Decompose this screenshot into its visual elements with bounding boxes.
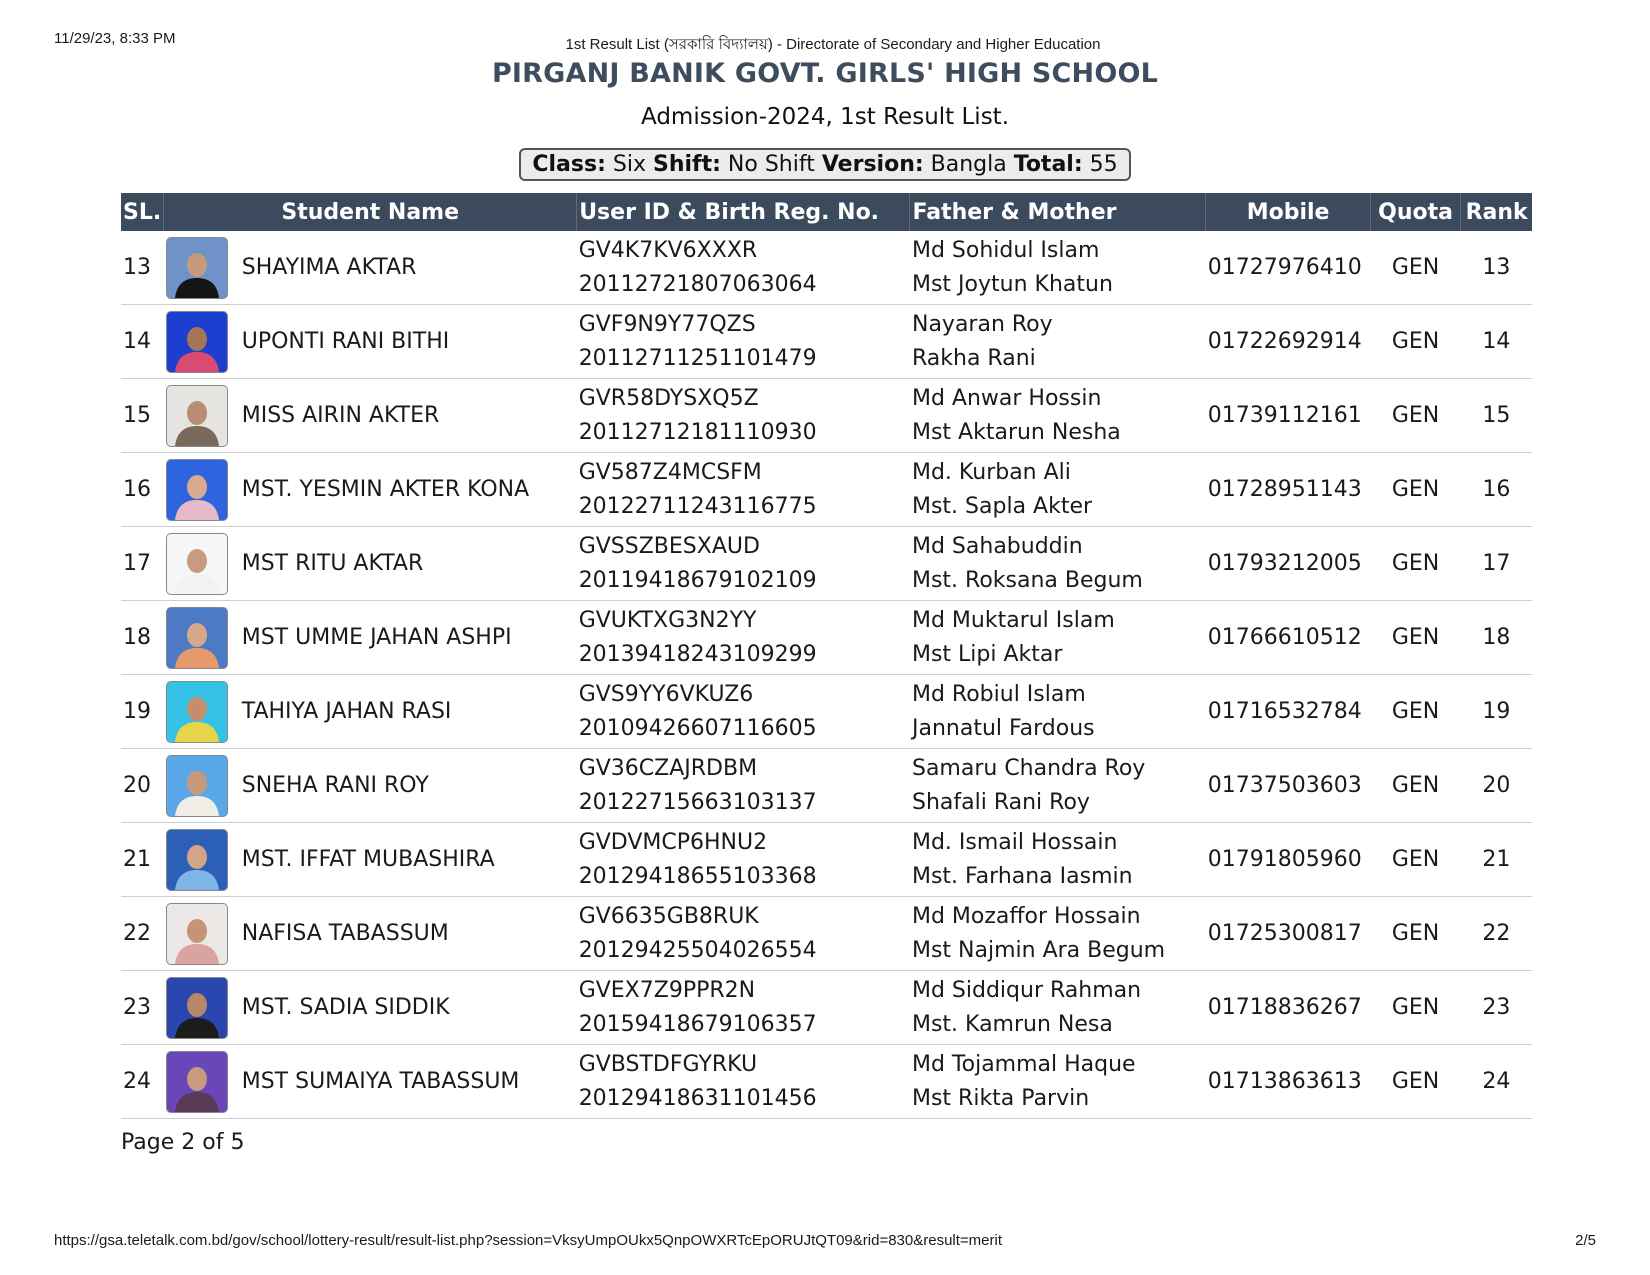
student-name: MST. SADIA SIDDIK: [241, 995, 450, 1020]
mobile-cell: 01791805960: [1206, 823, 1371, 897]
user-id-cell: [577, 971, 910, 1045]
student-name: MST. YESMIN AKTER KONA: [241, 477, 530, 502]
total-label: Total:: [1013, 152, 1083, 177]
user-id-cell: [577, 601, 910, 675]
user-id-cell: [577, 453, 910, 527]
birth-reg-no: 20109426607116605: [578, 715, 817, 741]
user-id: GVBSTDFGYRKU: [578, 1051, 758, 1077]
father-name: Md Muktarul Islam: [911, 607, 1115, 633]
parents-cell: [910, 675, 1206, 749]
list-subtitle: Admission-2024, 1st Result List.: [640, 104, 1010, 130]
parents-cell: [910, 749, 1206, 823]
father-name: Md Sahabuddin: [911, 533, 1083, 559]
total-value: 55: [1089, 152, 1118, 177]
father-name: Md Sohidul Islam: [911, 237, 1100, 263]
user-id-cell: [577, 527, 910, 601]
birth-reg-no: 20112711251101479: [578, 345, 817, 371]
student-name-cell: [164, 823, 577, 897]
quota-cell: GEN: [1370, 1045, 1460, 1119]
father-name: Md Robiul Islam: [911, 681, 1086, 707]
rank-cell: 19: [1461, 675, 1532, 749]
mother-name: Mst. Roksana Begum: [911, 567, 1143, 593]
user-id: GV587Z4MCSFM: [578, 459, 762, 485]
table-row: [121, 379, 1532, 453]
mother-name: Mst Rikta Parvin: [911, 1085, 1090, 1111]
student-name-cell: [164, 379, 577, 453]
mother-name: Mst Lipi Aktar: [911, 641, 1063, 667]
student-photo: [166, 829, 228, 891]
table-row: [121, 823, 1532, 897]
serial-cell: 24: [121, 1045, 164, 1119]
quota-cell: GEN: [1370, 305, 1460, 379]
mobile-cell: 01718836267: [1206, 971, 1371, 1045]
mother-name: Mst. Sapla Akter: [911, 493, 1093, 519]
student-name-cell: [164, 1045, 577, 1119]
student-name: MST UMME JAHAN ASHPI: [241, 625, 512, 650]
student-name-cell: [164, 897, 577, 971]
table-row: [121, 897, 1532, 971]
serial-cell: 23: [121, 971, 164, 1045]
father-name: Nayaran Roy: [911, 311, 1053, 337]
quota-cell: GEN: [1370, 231, 1460, 305]
rank-cell: 17: [1461, 527, 1532, 601]
rank-cell: 16: [1461, 453, 1532, 527]
mobile-cell: 01739112161: [1206, 379, 1371, 453]
serial-cell: 17: [121, 527, 164, 601]
table-row: [121, 231, 1532, 305]
student-photo: [166, 977, 228, 1039]
birth-reg-no: 20129425504026554: [578, 937, 817, 963]
birth-reg-no: 20122715663103137: [578, 789, 817, 815]
student-avatar-icon: [167, 1052, 227, 1112]
parents-cell: [910, 823, 1206, 897]
rank-cell: 23: [1461, 971, 1532, 1045]
result-table-body: [121, 231, 1532, 1119]
mother-name: Shafali Rani Roy: [911, 789, 1090, 815]
user-id-cell: [577, 1045, 910, 1119]
student-photo: [166, 385, 228, 447]
version-label: Version:: [821, 152, 924, 177]
class-info-box: [519, 148, 1130, 181]
quota-cell: GEN: [1370, 823, 1460, 897]
birth-reg-no: 20129418631101456: [578, 1085, 817, 1111]
student-name-cell: [164, 453, 577, 527]
quota-cell: GEN: [1370, 675, 1460, 749]
quota-cell: GEN: [1370, 379, 1460, 453]
quota-cell: GEN: [1370, 897, 1460, 971]
serial-cell: 21: [121, 823, 164, 897]
father-name: Md. Ismail Hossain: [911, 829, 1118, 855]
father-name: Md Anwar Hossin: [911, 385, 1102, 411]
rank-cell: 15: [1461, 379, 1532, 453]
page-count: 2/5: [1575, 1232, 1596, 1249]
user-id-cell: [577, 749, 910, 823]
serial-cell: 19: [121, 675, 164, 749]
student-photo: [166, 607, 228, 669]
user-id-cell: [577, 897, 910, 971]
mother-name: Mst Aktarun Nesha: [911, 419, 1121, 445]
rank-cell: 22: [1461, 897, 1532, 971]
table-row: [121, 749, 1532, 823]
shift-label: Shift:: [652, 152, 721, 177]
user-id: GVF9N9Y77QZS: [578, 311, 756, 337]
user-id: GVUKTXG3N2YY: [578, 607, 757, 633]
student-name: MST. IFFAT MUBASHIRA: [241, 847, 495, 872]
student-avatar-icon: [167, 386, 227, 446]
rank-cell: 13: [1461, 231, 1532, 305]
shift-value: No Shift: [727, 152, 815, 177]
birth-reg-no: 20129418655103368: [578, 863, 817, 889]
table-header-row: [121, 193, 1532, 231]
mobile-cell: 01793212005: [1206, 527, 1371, 601]
student-photo: [166, 237, 228, 299]
mobile-cell: 01737503603: [1206, 749, 1371, 823]
student-name-cell: [164, 305, 577, 379]
parents-cell: [910, 379, 1206, 453]
student-avatar-icon: [167, 978, 227, 1038]
column-header-sl: SL.: [121, 193, 164, 231]
student-name: MST RITU AKTAR: [241, 551, 424, 576]
parents-cell: [910, 453, 1206, 527]
mother-name: Mst Joytun Khatun: [911, 271, 1113, 297]
mobile-cell: 01716532784: [1206, 675, 1371, 749]
student-photo: [166, 903, 228, 965]
serial-cell: 15: [121, 379, 164, 453]
quota-cell: GEN: [1370, 601, 1460, 675]
student-name: SHAYIMA AKTAR: [241, 255, 417, 280]
student-avatar-icon: [167, 460, 227, 520]
table-row: [121, 971, 1532, 1045]
user-id: GVR58DYSXQ5Z: [578, 385, 759, 411]
user-id: GVEX7Z9PPR2N: [578, 977, 756, 1003]
rank-cell: 14: [1461, 305, 1532, 379]
mobile-cell: 01766610512: [1206, 601, 1371, 675]
student-avatar-icon: [167, 534, 227, 594]
user-id-cell: [577, 231, 910, 305]
school-name: PIRGANJ BANIK GOVT. GIRLS' HIGH SCHOOL: [491, 58, 1159, 89]
student-avatar-icon: [167, 904, 227, 964]
father-name: Md Mozaffor Hossain: [911, 903, 1141, 929]
parents-cell: [910, 527, 1206, 601]
table-row: [121, 675, 1532, 749]
serial-cell: 20: [121, 749, 164, 823]
print-title: 1st Result List (সরকারি বিদ্যালয়) - Directorate of Secondary and Higher Education: [565, 36, 1101, 53]
column-header-quota: Quota: [1370, 193, 1460, 231]
mother-name: Jannatul Fardous: [911, 715, 1095, 741]
student-name-cell: [164, 675, 577, 749]
parents-cell: [910, 601, 1206, 675]
student-avatar-icon: [167, 756, 227, 816]
birth-reg-no: 20112712181110930: [578, 419, 817, 445]
column-header-user-id: User ID & Birth Reg. No.: [577, 193, 910, 231]
rank-cell: 20: [1461, 749, 1532, 823]
student-name: MST SUMAIYA TABASSUM: [241, 1069, 520, 1094]
mobile-cell: 01728951143: [1206, 453, 1371, 527]
column-header-mobile: Mobile: [1206, 193, 1371, 231]
quota-cell: GEN: [1370, 453, 1460, 527]
rank-cell: 24: [1461, 1045, 1532, 1119]
column-header-student-name: Student Name: [164, 193, 577, 231]
quota-cell: GEN: [1370, 527, 1460, 601]
father-name: Md Siddiqur Rahman: [911, 977, 1142, 1003]
page-url: https://gsa.teletalk.com.bd/gov/school/lottery-result/result-list.php?session=VksyUmpOUkx5QnpOWXRTcEpORUJtQT09&rid=830&result=merit: [54, 1232, 1003, 1249]
mobile-cell: 01727976410: [1206, 231, 1371, 305]
student-name: MISS AIRIN AKTER: [241, 403, 440, 428]
print-date: 11/29/23, 8:33 PM: [54, 30, 176, 47]
column-header-rank: Rank: [1461, 193, 1532, 231]
student-avatar-icon: [167, 312, 227, 372]
version-value: Bangla: [930, 152, 1007, 177]
student-photo: [166, 681, 228, 743]
student-photo: [166, 533, 228, 595]
serial-cell: 22: [121, 897, 164, 971]
student-name-cell: [164, 527, 577, 601]
student-avatar-icon: [167, 608, 227, 668]
student-photo: [166, 311, 228, 373]
birth-reg-no: 20159418679106357: [578, 1011, 817, 1037]
student-avatar-icon: [167, 682, 227, 742]
user-id: GV4K7KV6XXXR: [578, 237, 758, 263]
parents-cell: [910, 897, 1206, 971]
user-id-cell: [577, 675, 910, 749]
table-row: [121, 601, 1532, 675]
birth-reg-no: 20139418243109299: [578, 641, 817, 667]
student-name: SNEHA RANI ROY: [241, 773, 429, 798]
user-id: GV36CZAJRDBM: [578, 755, 758, 781]
student-name: TAHIYA JAHAN RASI: [241, 699, 452, 724]
student-photo: [166, 1051, 228, 1113]
user-id: GV6635GB8RUK: [578, 903, 759, 929]
parents-cell: [910, 1045, 1206, 1119]
user-id-cell: [577, 823, 910, 897]
table-row: [121, 305, 1532, 379]
mobile-cell: 01725300817: [1206, 897, 1371, 971]
student-name-cell: [164, 971, 577, 1045]
father-name: Samaru Chandra Roy: [911, 755, 1146, 781]
rank-cell: 21: [1461, 823, 1532, 897]
student-name: NAFISA TABASSUM: [241, 921, 449, 946]
serial-cell: 14: [121, 305, 164, 379]
user-id-cell: [577, 379, 910, 453]
rank-cell: 18: [1461, 601, 1532, 675]
student-avatar-icon: [167, 238, 227, 298]
result-table: [121, 193, 1532, 1119]
serial-cell: 16: [121, 453, 164, 527]
user-id: GVS9YY6VKUZ6: [578, 681, 754, 707]
mother-name: Mst. Farhana Iasmin: [911, 863, 1133, 889]
birth-reg-no: 20122711243116775: [578, 493, 817, 519]
mother-name: Mst. Kamrun Nesa: [911, 1011, 1113, 1037]
mobile-cell: 01713863613: [1206, 1045, 1371, 1119]
quota-cell: GEN: [1370, 749, 1460, 823]
user-id-cell: [577, 305, 910, 379]
student-name-cell: [164, 601, 577, 675]
column-header-father-mother: Father & Mother: [910, 193, 1206, 231]
father-name: Md Tojammal Haque: [911, 1051, 1136, 1077]
class-label: Class:: [532, 152, 606, 177]
student-name: UPONTI RANI BITHI: [241, 329, 450, 354]
birth-reg-no: 20112721807063064: [578, 271, 817, 297]
page-indicator: Page 2 of 5: [121, 1130, 245, 1155]
student-name-cell: [164, 231, 577, 305]
student-avatar-icon: [167, 830, 227, 890]
mobile-cell: 01722692914: [1206, 305, 1371, 379]
serial-cell: 13: [121, 231, 164, 305]
quota-cell: GEN: [1370, 971, 1460, 1045]
student-photo: [166, 459, 228, 521]
student-photo: [166, 755, 228, 817]
class-value: Six: [612, 152, 646, 177]
table-row: [121, 453, 1532, 527]
serial-cell: 18: [121, 601, 164, 675]
birth-reg-no: 20119418679102109: [578, 567, 817, 593]
table-row: [121, 1045, 1532, 1119]
parents-cell: [910, 971, 1206, 1045]
mother-name: Mst Najmin Ara Begum: [911, 937, 1166, 963]
table-row: [121, 527, 1532, 601]
parents-cell: [910, 305, 1206, 379]
user-id: GVSSZBESXAUD: [578, 533, 760, 559]
student-name-cell: [164, 749, 577, 823]
mother-name: Rakha Rani: [911, 345, 1036, 371]
user-id: GVDVMCP6HNU2: [578, 829, 768, 855]
father-name: Md. Kurban Ali: [911, 459, 1071, 485]
parents-cell: [910, 231, 1206, 305]
